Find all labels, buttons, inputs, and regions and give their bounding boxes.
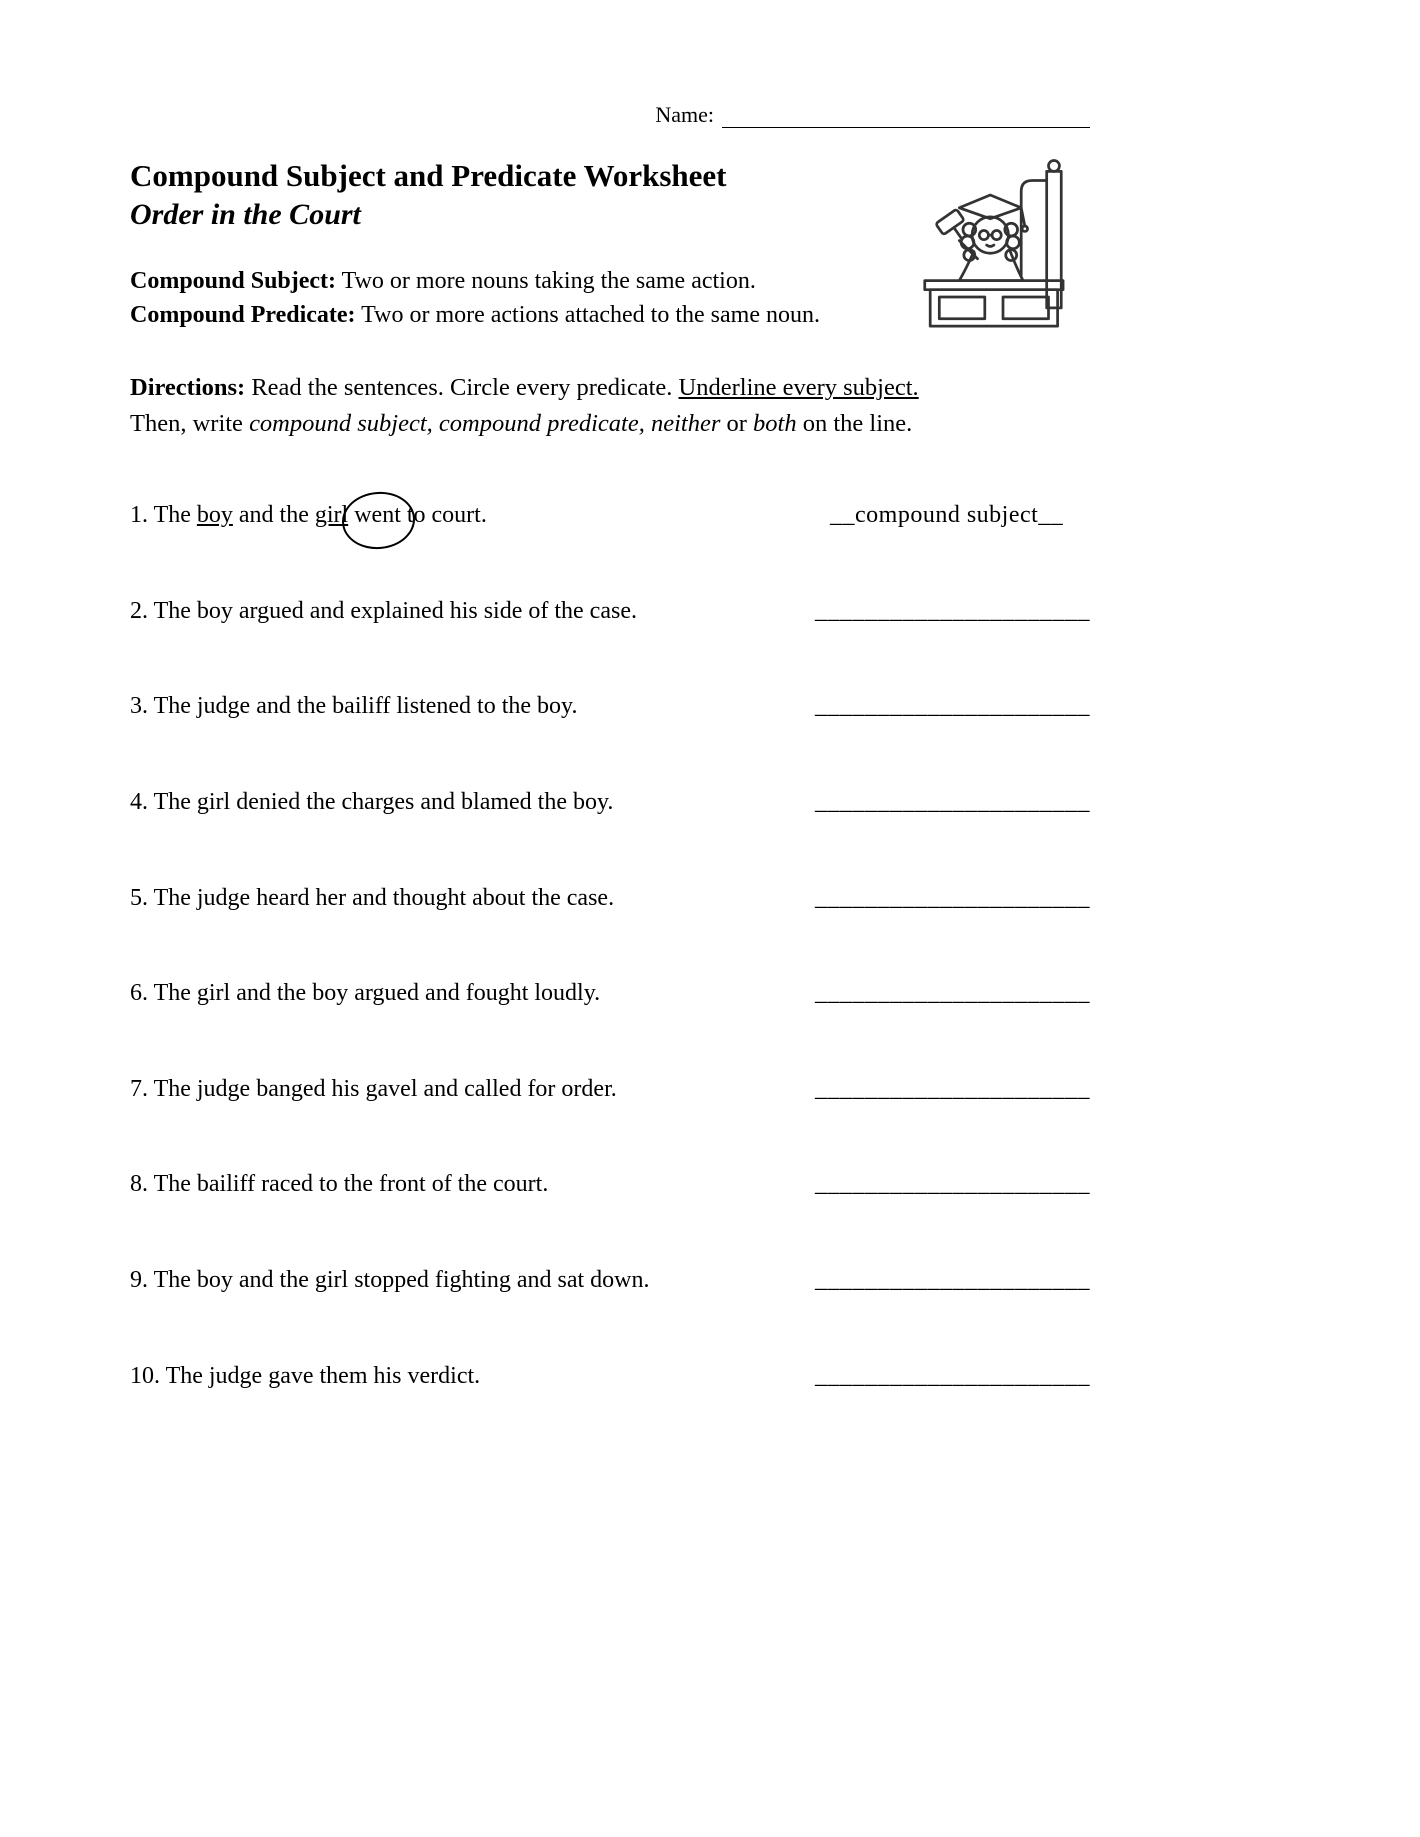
name-label: Name:	[655, 102, 714, 127]
sentence-row	[130, 595, 1090, 629]
sentence-row	[130, 1168, 1090, 1202]
underlined-subject: boy	[196, 502, 233, 529]
sentence-text	[130, 977, 815, 1011]
sentence-segment: The girl and the boy argued and fought loudly.	[153, 980, 601, 1007]
definitions	[130, 264, 920, 332]
sentence-text	[130, 595, 815, 629]
sentence-segment: to court.	[400, 502, 487, 529]
sentence-row	[130, 977, 1090, 1011]
sentence-number: 9.	[130, 1266, 154, 1293]
sentence-row	[130, 499, 1090, 533]
sentence-row	[130, 1073, 1090, 1107]
definition-text: Two or more nouns taking the same action.	[336, 268, 756, 294]
directions-text: on the line.	[796, 409, 913, 437]
underlined-subject: girl	[314, 502, 349, 529]
directions-italic-term: both	[753, 409, 797, 437]
answer-line: __compound subject__	[830, 502, 1064, 529]
directions-italic-term: compound subject,	[249, 409, 433, 437]
sentence-text	[130, 499, 830, 533]
sentence-segment: The judge gave them his verdict.	[165, 1362, 481, 1389]
answer-line: ______________________	[815, 980, 1090, 1007]
sentence-text	[130, 786, 815, 820]
sentence-text	[130, 1073, 815, 1107]
sentence-segment: The judge and the bailiff listened to the boy.	[153, 693, 578, 720]
sentence-segment: The judge heard her and thought about the case.	[153, 884, 615, 911]
worksheet-title: Compound Subject and Predicate Worksheet	[130, 158, 727, 193]
directions-italic-term: compound predicate,	[438, 409, 645, 437]
definition-term: Compound Subject:	[130, 268, 337, 294]
directions-underlined-text: Underline every subject.	[678, 374, 919, 402]
directions	[130, 370, 1090, 441]
sentence-number: 7.	[130, 1075, 154, 1102]
definition-compound-subject	[130, 264, 920, 298]
sentence-list	[130, 499, 1090, 1393]
sentence-row	[130, 1264, 1090, 1298]
sentence-segment: The girl denied the charges and blamed the boy.	[153, 788, 614, 815]
sentence-text	[130, 1168, 815, 1202]
sentence-segment: The boy argued and explained his side of the case.	[153, 597, 637, 624]
definition-term: Compound Predicate:	[130, 302, 356, 329]
sentence-number: 6.	[130, 980, 154, 1007]
directions-text: or	[720, 409, 754, 437]
sentence-row	[130, 690, 1090, 724]
sentence-number: 1.	[130, 502, 154, 529]
definition-compound-predicate	[130, 298, 920, 332]
sentence-text	[130, 882, 815, 916]
directions-italic-term: neither	[650, 409, 721, 437]
sentence-number: 10.	[130, 1362, 166, 1389]
sentence-segment: and the	[232, 502, 315, 529]
sentence-row	[130, 882, 1090, 916]
answer-line: ______________________	[815, 597, 1090, 624]
sentence-number: 5.	[130, 884, 154, 911]
name-row	[130, 102, 1090, 128]
header	[130, 158, 1090, 332]
judge-with-gavel-clipart	[912, 152, 1094, 340]
directions-text: Then, write	[130, 409, 250, 437]
answer-line: ______________________	[815, 1075, 1090, 1102]
sentence-segment: The boy and the girl stopped fighting and sat down.	[153, 1266, 650, 1293]
sentence-text	[130, 1360, 815, 1394]
answer-line: ______________________	[815, 884, 1090, 911]
worksheet-subtitle: Order in the Court	[130, 198, 361, 231]
sentence-segment: The bailiff raced to the front of the court.	[153, 1171, 549, 1198]
sentence-segment: The judge banged his gavel and called for order.	[153, 1075, 617, 1102]
circled-predicate: went	[354, 499, 401, 533]
answer-line: ______________________	[815, 1171, 1090, 1198]
answer-line: ______________________	[815, 1266, 1090, 1293]
directions-label: Directions:	[130, 374, 246, 402]
directions-text: Read the sentences. Circle every predicate.	[245, 374, 679, 402]
definition-text: Two or more actions attached to the same noun.	[355, 302, 820, 329]
sentence-row	[130, 1360, 1090, 1394]
sentence-row	[130, 786, 1090, 820]
sentence-number: 8.	[130, 1171, 154, 1198]
sentence-segment: The	[153, 502, 197, 529]
answer-line: ______________________	[815, 788, 1090, 815]
sentence-text	[130, 1264, 815, 1298]
page-content	[130, 0, 1090, 1455]
sentence-number: 2.	[130, 597, 154, 624]
sentence-number: 3.	[130, 693, 154, 720]
sentence-number: 4.	[130, 788, 154, 815]
answer-line: ______________________	[815, 693, 1090, 720]
answer-line: ______________________	[815, 1362, 1090, 1389]
sentence-text	[130, 690, 815, 724]
name-blank-line	[722, 104, 1090, 128]
